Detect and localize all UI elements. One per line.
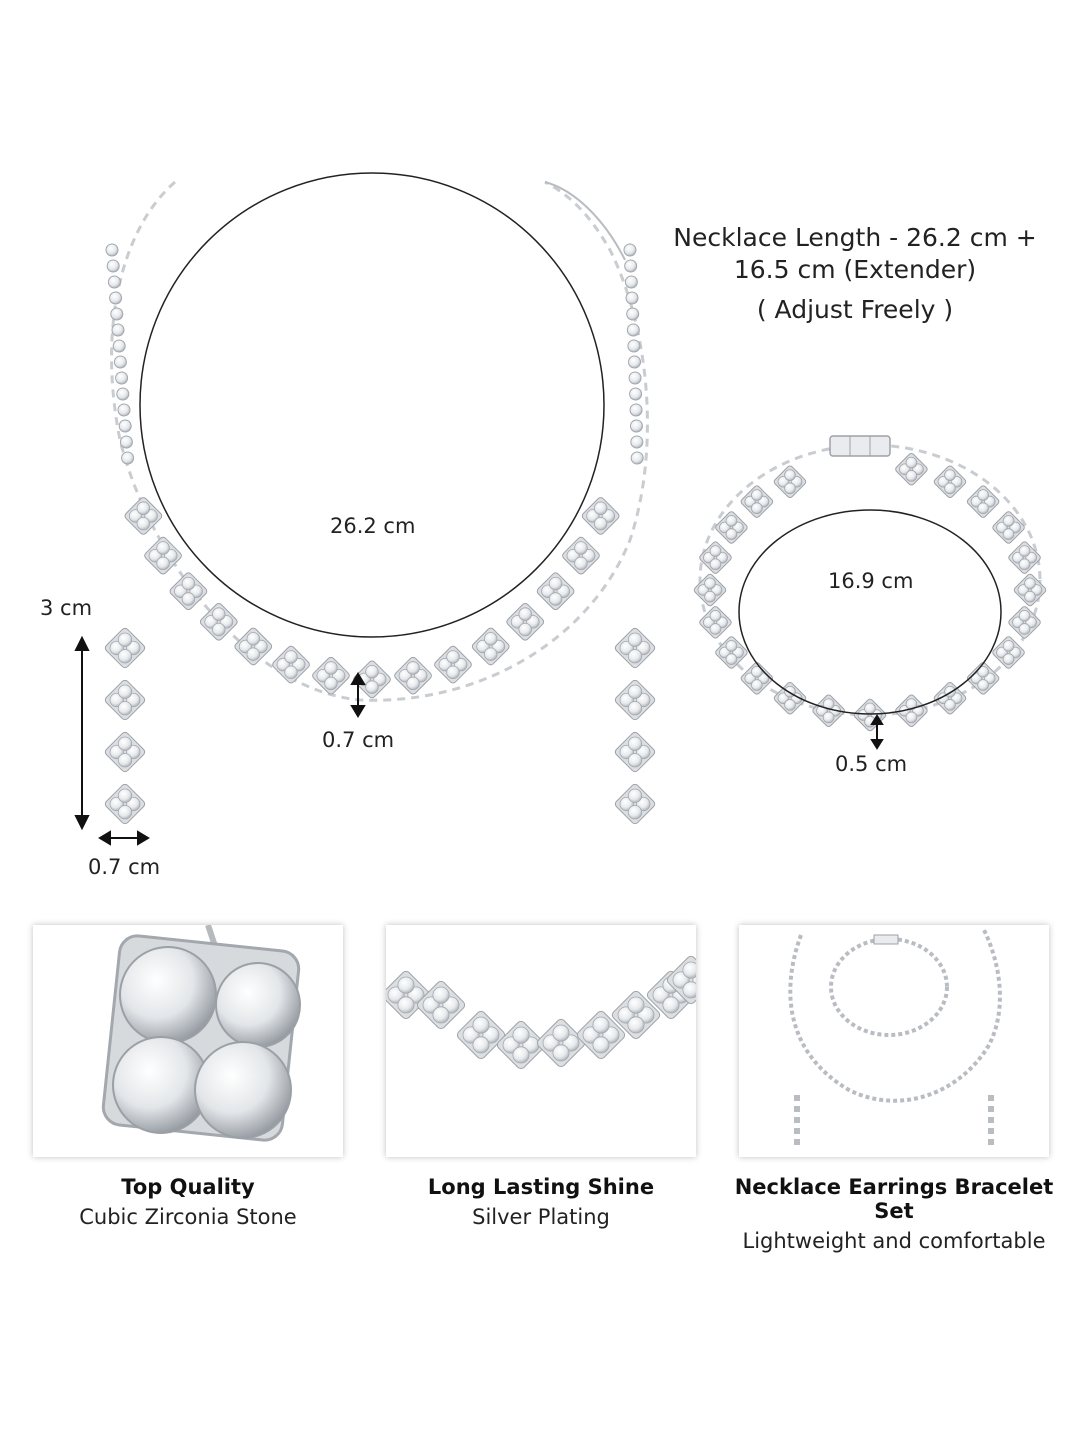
- necklace-stone: [627, 308, 639, 320]
- necklace-stone: [630, 420, 642, 432]
- headline-line-3: ( Adjust Freely ): [756, 295, 954, 324]
- chain-closeup-image: [386, 925, 696, 1157]
- necklace-width-label: 0.7 cm: [322, 728, 395, 752]
- necklace-stone: [111, 308, 123, 320]
- bracelet-width-label: 0.5 cm: [835, 752, 908, 776]
- earring-left: [104, 627, 146, 825]
- necklace-stone: [112, 324, 124, 336]
- necklace-stone: [116, 372, 128, 384]
- feature-subtitle-1: Cubic Zirconia Stone: [79, 1205, 297, 1229]
- necklace-stone: [110, 292, 122, 304]
- stone-closeup-image: [33, 925, 343, 1157]
- necklace-clover: [143, 536, 183, 576]
- necklace-stone: [628, 340, 640, 352]
- necklace-stone: [626, 292, 638, 304]
- necklace-length-outline: [140, 173, 604, 637]
- panel-stone-closeup: [33, 925, 343, 1157]
- necklace-stone: [631, 452, 643, 464]
- necklace-stone: [631, 436, 643, 448]
- bracelet-clover: [894, 452, 928, 486]
- earring-height-label: 3 cm: [40, 596, 93, 620]
- necklace-stone: [108, 276, 120, 288]
- feature-title-1: Top Quality: [121, 1175, 255, 1199]
- necklace-stone: [630, 404, 642, 416]
- necklace-clover: [471, 627, 511, 667]
- earring-clover: [614, 679, 656, 721]
- necklace-stone: [107, 260, 119, 272]
- feature-caption-3: [714, 1175, 1074, 1253]
- necklace-stone: [120, 436, 132, 448]
- necklace-stone: [630, 388, 642, 400]
- necklace-stone: [114, 356, 126, 368]
- necklace-clover: [199, 602, 239, 642]
- headline-line-1: Necklace Length - 26.2 cm +: [673, 223, 1037, 252]
- bracelet-clover: [773, 681, 807, 715]
- headline-line-2: 16.5 cm (Extender): [733, 255, 977, 284]
- bracelet-clover: [853, 698, 887, 732]
- necklace-stone: [113, 340, 125, 352]
- bracelet-clover: [773, 465, 807, 499]
- necklace-stone: [106, 244, 118, 256]
- earring-clover: [614, 783, 656, 825]
- earring-clover: [104, 627, 146, 669]
- necklace-clover: [271, 645, 311, 685]
- earring-height-arrow: [76, 638, 88, 828]
- feature-caption-1: [33, 1175, 343, 1229]
- bracelet-clover: [992, 511, 1026, 545]
- earring-width-label: 0.7 cm: [88, 855, 161, 879]
- bracelet-clover: [933, 465, 967, 499]
- necklace-stone: [624, 244, 636, 256]
- necklace-length-headline: [640, 222, 1070, 326]
- panel-full-set: [739, 925, 1049, 1157]
- necklace-stone: [122, 452, 134, 464]
- necklace-clover: [169, 571, 209, 611]
- earring-clover: [614, 627, 656, 669]
- chain-clover: [536, 1018, 587, 1069]
- necklace-clover: [505, 602, 545, 642]
- necklace-clover: [393, 656, 433, 696]
- necklace-length-label: 26.2 cm: [330, 514, 416, 538]
- bracelet-length-outline: [739, 510, 1001, 714]
- necklace-clover: [124, 496, 164, 536]
- necklace-clover: [581, 496, 621, 536]
- necklace-clover: [536, 571, 576, 611]
- feature-caption-2: [386, 1175, 696, 1229]
- full-set-image: [739, 925, 1049, 1157]
- bracelet-length-label: 16.9 cm: [828, 569, 914, 593]
- feature-subtitle-2: Silver Plating: [472, 1205, 610, 1229]
- bracelet-clover: [966, 661, 1000, 695]
- bracelet-clover: [992, 636, 1026, 670]
- bracelet-width-arrow: [872, 716, 882, 748]
- necklace-stone: [627, 324, 639, 336]
- feature-subtitle-3: Lightweight and comfortable: [742, 1229, 1046, 1253]
- necklace-clover: [433, 645, 473, 685]
- panel-chain-closeup: [386, 925, 696, 1157]
- feature-title-2: Long Lasting Shine: [427, 1175, 655, 1199]
- bracelet-clover: [693, 573, 727, 607]
- necklace-stone: [118, 404, 130, 416]
- earring-right: [614, 627, 656, 825]
- necklace-clover: [561, 536, 601, 576]
- necklace-width-arrow: [352, 674, 364, 716]
- necklace-clover: [233, 627, 273, 667]
- bracelet-clover: [740, 661, 774, 695]
- bracelet-clasp: [830, 436, 890, 456]
- earring-width-arrow: [100, 832, 148, 844]
- feature-title-3: Necklace Earrings Bracelet Set: [734, 1175, 1054, 1223]
- earring-clover: [104, 731, 146, 773]
- bracelet-clover: [1013, 573, 1047, 607]
- chain-clover: [456, 1010, 507, 1061]
- necklace-stone: [625, 260, 637, 272]
- bracelet-clover: [698, 541, 732, 575]
- necklace-stone: [629, 356, 641, 368]
- earring-clover: [104, 783, 146, 825]
- necklace-stone: [117, 388, 129, 400]
- bracelet-clover: [933, 681, 967, 715]
- necklace-stone: [629, 372, 641, 384]
- necklace-extender: [545, 182, 625, 260]
- earring-clover: [104, 679, 146, 721]
- bracelet-clover: [740, 485, 774, 519]
- bracelet-clover: [1008, 541, 1042, 575]
- necklace-stone: [625, 276, 637, 288]
- bracelet-clover: [714, 636, 748, 670]
- earring-clover: [614, 731, 656, 773]
- necklace-stone: [119, 420, 131, 432]
